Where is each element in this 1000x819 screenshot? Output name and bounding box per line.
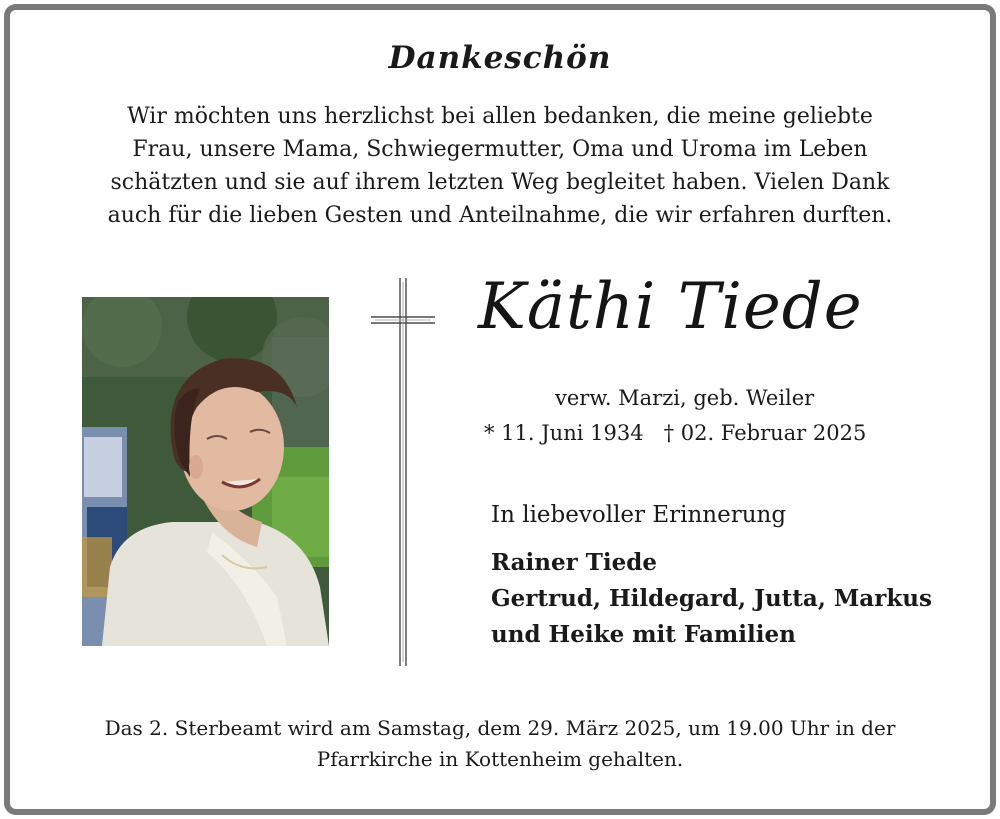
deceased-name — [478, 270, 918, 370]
family-names — [491, 545, 932, 653]
deceased-name-text: Käthi Tiede — [478, 270, 863, 344]
cross-icon — [365, 272, 441, 672]
intro-line: schätzten und sie auf ihrem letzten Weg begleitet haben. Vielen Dank — [110, 170, 890, 195]
notice-heading: Dankeschön — [388, 40, 612, 76]
memory-line: In liebevoller Erinnerung — [491, 502, 787, 528]
intro-line: Wir möchten uns herzlichst bei allen bedanken, die meine geliebte — [127, 104, 873, 129]
life-dates — [484, 421, 866, 445]
portrait-illustration — [82, 297, 329, 646]
intro-line: auch für die lieben Gesten und Anteilnahme, die wir erfahren durften. — [107, 203, 893, 228]
intro-text — [60, 100, 940, 232]
intro-line: Frau, unsere Mama, Schwiegermutter, Oma und Uroma im Leben — [132, 137, 868, 162]
family-line: und Heike mit Familien — [491, 621, 796, 648]
death-date: † 02. Februar 2025 — [663, 421, 867, 445]
birth-date: * 11. Juni 1934 — [484, 421, 644, 445]
service-line: Das 2. Sterbeamt wird am Samstag, dem 29. März 2025, um 19.00 Uhr in der — [104, 716, 896, 740]
family-line: Gertrud, Hildegard, Jutta, Markus — [491, 585, 932, 612]
maiden-names: verw. Marzi, geb. Weiler — [555, 386, 815, 410]
portrait-photo — [82, 297, 329, 646]
family-line: Rainer Tiede — [491, 549, 657, 576]
service-line: Pfarrkirche in Kottenheim gehalten. — [316, 747, 684, 771]
service-info — [40, 713, 960, 775]
